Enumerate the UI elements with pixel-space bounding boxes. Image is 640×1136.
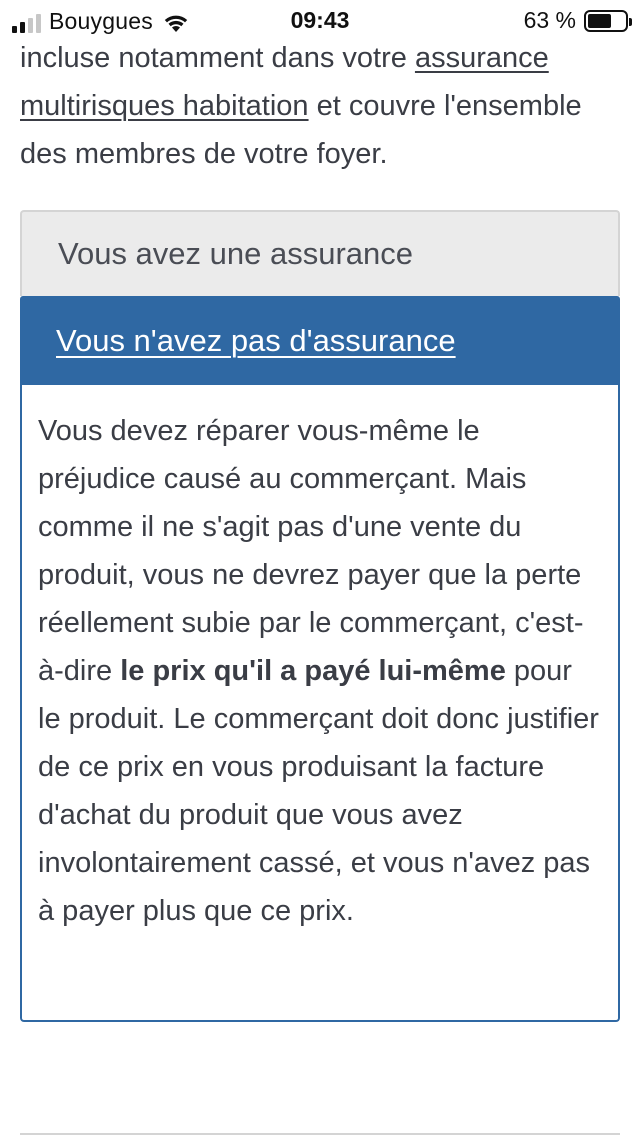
intro-paragraph <box>20 34 620 178</box>
tab-without-insurance[interactable] <box>20 296 620 385</box>
battery-cap <box>629 18 632 26</box>
panel-text-bold: le prix qu'il a payé lui-même <box>120 655 506 687</box>
battery-percentage: 63 % <box>523 7 576 33</box>
panel-paragraph <box>38 407 602 935</box>
home-insurance-link[interactable]: assurance multirisques habitation <box>20 42 549 122</box>
status-bar-time: 09:43 <box>290 7 350 33</box>
section-divider <box>20 1133 620 1135</box>
tab-with-insurance-label: Vous avez une assurance <box>58 236 414 271</box>
carrier-name: Bouygues <box>49 8 153 34</box>
battery-level-fill <box>588 14 611 28</box>
battery-icon <box>584 10 628 32</box>
tab-with-insurance[interactable] <box>20 210 620 296</box>
accordion-panel-without-insurance <box>20 385 620 1022</box>
tab-without-insurance-label[interactable]: Vous n'avez pas d'assurance <box>56 322 456 358</box>
panel-text-part-1: Vous devez réparer vous-même le préjudice causé au commerçant. Mais comme il ne s'agit pas d'une vente du produit, vous ne devrez payer que la perte réellement subie par le commerçant, c'est-à-dire <box>38 415 584 687</box>
intro-text-suffix: et couvre l'ensemble des membres de votre foyer. <box>20 90 582 170</box>
status-bar-right <box>524 7 628 34</box>
intro-text-prefix: incluse notamment dans votre <box>20 42 415 74</box>
insurance-accordion <box>20 210 620 1022</box>
panel-text-part-2: pour le produit. Le commerçant doit donc justifier de ce prix en vous produisant la facture d'achat du produit que vous avez involontairement cassé, et vous n'avez pas à payer plus que ce prix. <box>38 655 599 927</box>
